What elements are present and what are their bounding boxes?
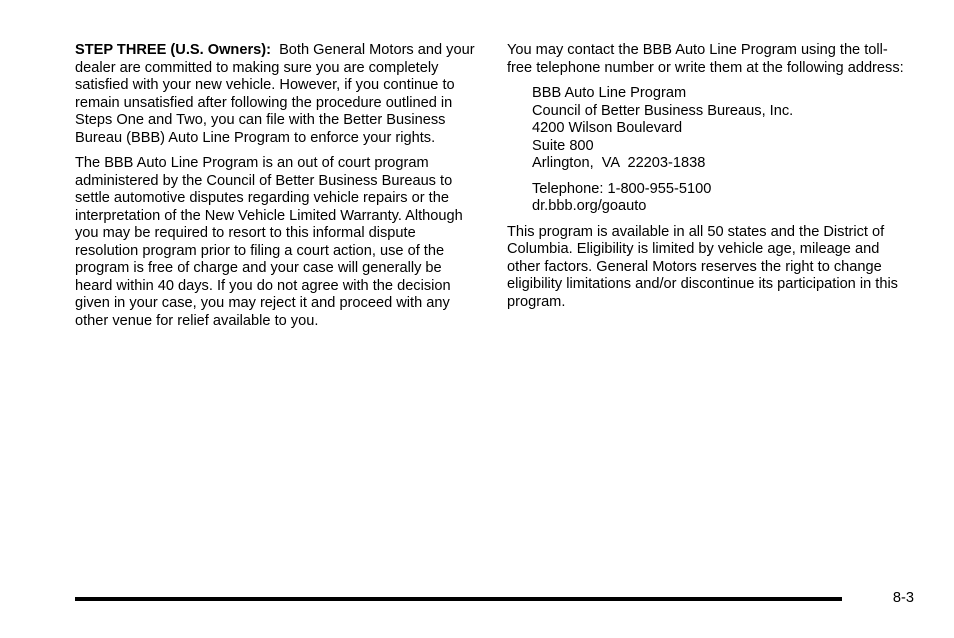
address-line-1: BBB Auto Line Program (532, 85, 687, 101)
footer-rule (75, 597, 842, 601)
address-line-2: Council of Better Business Bureaus, Inc. (532, 102, 794, 119)
telephone-number: Telephone: 1-800-955-5100 (532, 180, 712, 197)
step-three-heading: STEP THREE (U.S. Owners): (75, 42, 271, 58)
address-line-5: Arlington, VA 22203-1838 (532, 155, 706, 171)
address-line-3: 4200 Wilson Boulevard (532, 120, 683, 136)
step-three-paragraph (75, 42, 477, 147)
page-number: 8-3 (892, 590, 914, 606)
right-column (507, 42, 909, 319)
website-address: dr.bbb.org/goauto (532, 198, 647, 214)
step-three-body: Both General Motors and your dealer are committed to making sure you are completely satisfied with your new vehicle. However, if you continue to remain unsatisfied after following the procedure outlined in Steps One and Two, you can file with the Better Business Bureau (BBB) Auto Line Program to enforce your rights. (75, 42, 475, 146)
program-description-paragraph: The BBB Auto Line Program is an out of court program administered by the Council of Better Business Bureaus to settle automotive disputes regarding vehicle repairs or the interpretation of the New Vehicle Limited Warranty. Although you may be required to resort to this informal dispute resolution program prior to filing a court action, use of the program is free of charge and your case will generally be heard within 40 days. If you do not agree with the decision given in your case, you may reject it and proceed with any other venue for relief available to you. (75, 155, 463, 329)
availability-paragraph: This program is available in all 50 states and the District of Columbia. Eligibility is limited by vehicle age, mileage and other factors. General Motors reserves the right to change eligibility limitations and/or discontinue its participation in this program. (507, 223, 898, 310)
contact-intro-paragraph: You may contact the BBB Auto Line Program using the toll-free telephone number or write them at the following address: (507, 42, 904, 76)
mailing-address (532, 85, 909, 173)
contact-details (532, 181, 909, 216)
left-column (75, 42, 477, 338)
address-line-4: Suite 800 (532, 137, 594, 154)
